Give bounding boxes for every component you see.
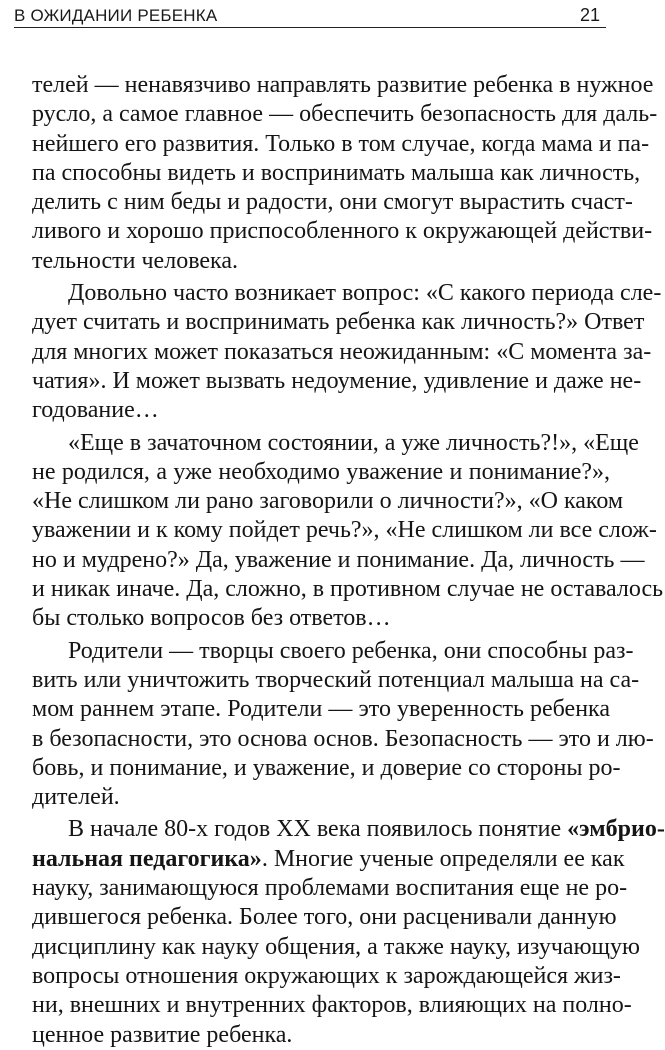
text-line: мом раннем этапе. Родители — это уверенность ребенка bbox=[32, 696, 610, 723]
text-line: но и мудрено?» Да, уважение и понимание. Да, личность — bbox=[32, 546, 645, 573]
text-line: вить или уничтожить творческий потенциал малыша на са- bbox=[32, 666, 640, 693]
text-line: для многих может показаться неожиданным: «С момента за- bbox=[32, 338, 652, 365]
paragraph bbox=[32, 71, 658, 276]
text-line: бовь, и понимание, и уважение, и доверие со стороны ро- bbox=[32, 754, 621, 781]
text-line: и никак иначе. Да, сложно, в противном случае не оставалось bbox=[32, 576, 664, 603]
text-line bbox=[32, 815, 665, 844]
text-line: в безопасности, это основа основ. Безопасность — это и лю- bbox=[32, 725, 654, 752]
text-line: Родители — творцы своего ребенка, они способны раз- bbox=[68, 637, 634, 664]
text-line bbox=[32, 845, 625, 874]
text-line: дует считать и воспринимать ребенка как личность?» Ответ bbox=[32, 309, 645, 336]
text-line: «Не слишком ли рано заговорили о личности?», «О каком bbox=[32, 488, 624, 515]
text-line: уважении и к кому пойдет речь?», «Не слишком ли все слож- bbox=[32, 517, 657, 544]
text-line: ни, внешних и внутренних факторов, влияющих на полно- bbox=[32, 992, 632, 1019]
paragraph bbox=[32, 279, 662, 425]
text-line: ценное развитие ребенка. bbox=[32, 1021, 293, 1048]
text-run: . Многие ученые определяли ее как bbox=[261, 845, 625, 872]
paragraph bbox=[32, 637, 654, 813]
paragraph bbox=[32, 815, 665, 1049]
text-line: бы столько вопросов без ответов… bbox=[32, 605, 391, 632]
text-line: годование… bbox=[32, 397, 159, 424]
section-title: В ОЖИДАНИИ РЕБЕНКА bbox=[14, 6, 218, 25]
text-line: вопросы отношения окружающих к зарождающейся жиз- bbox=[32, 962, 621, 989]
text-line: дисциплину как науку общения, а также науку, изучающую bbox=[32, 933, 640, 960]
paragraph bbox=[32, 429, 664, 634]
text-line: не родился, а уже необходимо уважение и понимание?», bbox=[32, 458, 610, 485]
text-line: Довольно часто возникает вопрос: «С какого периода сле- bbox=[68, 280, 662, 307]
term-bold: нальная педагогика» bbox=[32, 845, 262, 872]
text-line: «Еще в зачаточном состоянии, а уже личность?!», «Еще bbox=[68, 429, 639, 456]
text-line: дившегося ребенка. Более того, они расценивали данную bbox=[32, 904, 617, 931]
text-line: чатия». И может вызвать недоумение, удивление и даже не- bbox=[32, 367, 642, 394]
text-line: русло, а самое главное — обеспечить безопасность для даль- bbox=[32, 101, 658, 128]
term-bold: «эмбрио- bbox=[567, 816, 665, 843]
text-run: В начале 80-х годов XX века появилось понятие bbox=[68, 816, 568, 843]
text-line: дителей. bbox=[32, 784, 120, 811]
running-header bbox=[14, 0, 606, 28]
text-line: па способны видеть и воспринимать малыша как личность, bbox=[32, 159, 641, 186]
text-line: делить с ним беды и радости, они смогут вырастить счаст- bbox=[32, 189, 633, 216]
page-number: 21 bbox=[579, 5, 600, 25]
text-line: тельности человека. bbox=[32, 247, 238, 274]
text-line: науку, занимающуюся проблемами воспитания еще не ро- bbox=[32, 875, 628, 902]
body-text bbox=[32, 71, 665, 1050]
text-line: телей — ненавязчиво направлять развитие ребенка в нужное bbox=[32, 72, 654, 98]
text-line: нейшего его развития. Только в том случае, когда мама и па- bbox=[32, 130, 650, 157]
text-line: ливого и хорошо приспособленного к окружающей действи- bbox=[32, 218, 653, 245]
